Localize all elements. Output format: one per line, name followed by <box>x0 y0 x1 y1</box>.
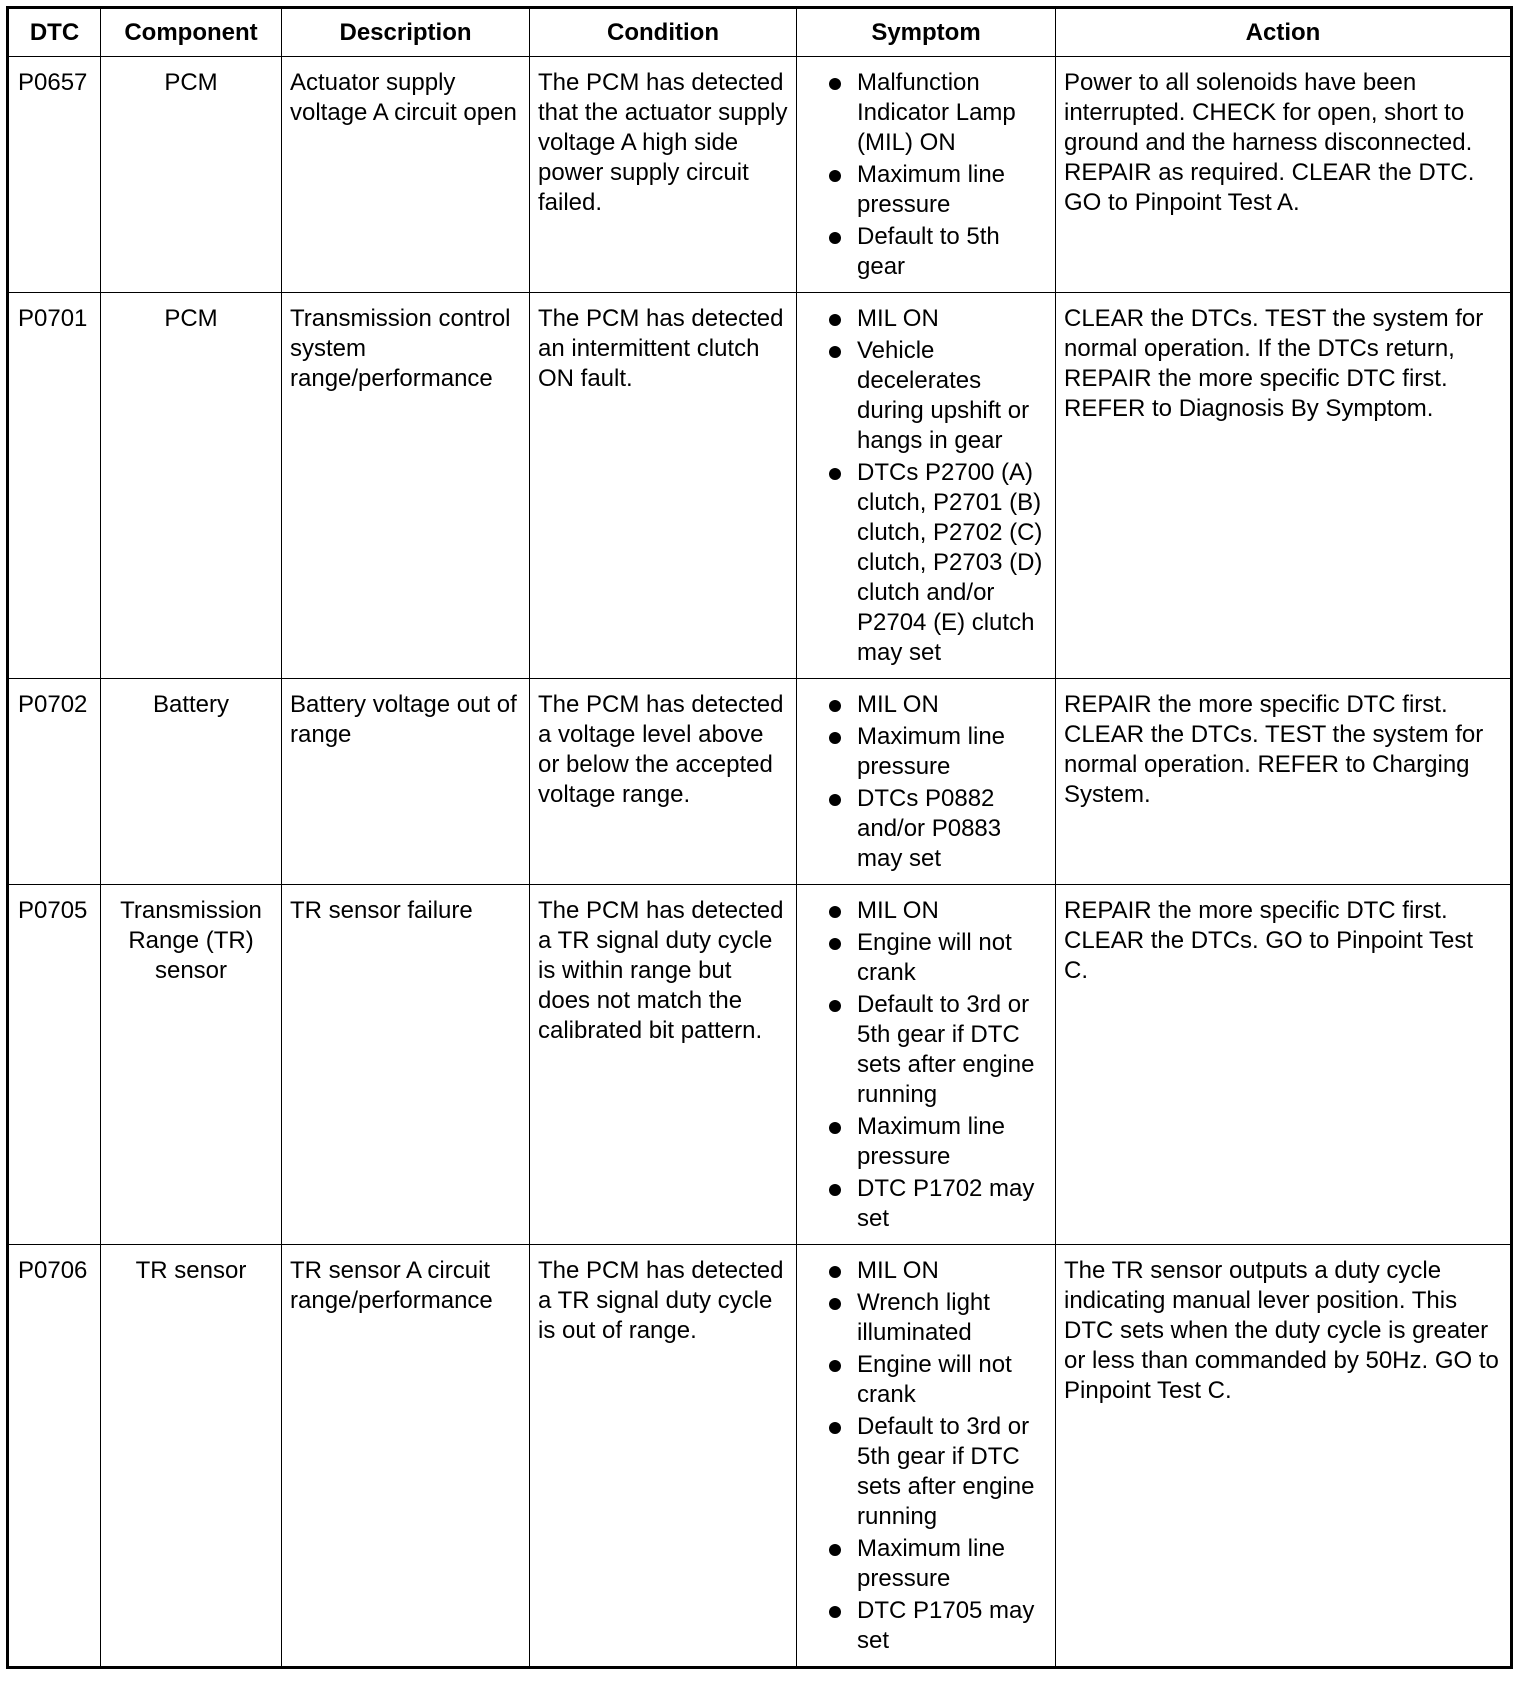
symptom-list <box>805 690 1047 874</box>
action-cell: Power to all solenoids have been interrupted. CHECK for open, short to ground and the harness disconnected. REPAIR as required. CLEAR the DTC. GO to Pinpoint Test A. <box>1056 57 1512 293</box>
table-row <box>8 885 1512 1245</box>
symptom-text: Maximum line pressure <box>857 723 1006 780</box>
symptom-text: MIL ON <box>857 897 939 924</box>
symptom-item <box>805 784 1047 874</box>
symptom-item <box>805 722 1047 782</box>
bullet-icon <box>829 732 841 744</box>
dtc-code-cell: P0657 <box>8 57 101 293</box>
component-cell: PCM <box>101 57 282 293</box>
symptom-text: MIL ON <box>857 691 939 718</box>
table-row <box>8 679 1512 885</box>
description-cell: Actuator supply voltage A circuit open <box>282 57 530 293</box>
bullet-icon <box>829 468 841 480</box>
table-row <box>8 293 1512 679</box>
symptom-cell <box>797 679 1056 885</box>
symptom-item <box>805 928 1047 988</box>
bullet-icon <box>829 1122 841 1134</box>
symptom-item <box>805 990 1047 1110</box>
symptom-cell <box>797 885 1056 1245</box>
bullet-icon <box>829 906 841 918</box>
header-action: Action <box>1056 8 1512 57</box>
symptom-text: Default to 3rd or 5th gear if DTC sets after engine running <box>857 991 1035 1108</box>
header-dtc: DTC <box>8 8 101 57</box>
symptom-item <box>805 1350 1047 1410</box>
description-cell: Transmission control system range/performance <box>282 293 530 679</box>
component-cell: PCM <box>101 293 282 679</box>
condition-cell: The PCM has detected that the actuator supply voltage A high side power supply circuit failed. <box>530 57 797 293</box>
bullet-icon <box>829 78 841 90</box>
table-row <box>8 57 1512 293</box>
symptom-item <box>805 160 1047 220</box>
symptom-text: Default to 3rd or 5th gear if DTC sets after engine running <box>857 1413 1035 1530</box>
table-row <box>8 1245 1512 1668</box>
symptom-list <box>805 304 1047 668</box>
bullet-icon <box>829 794 841 806</box>
bullet-icon <box>829 314 841 326</box>
header-condition: Condition <box>530 8 797 57</box>
dtc-code-cell: P0705 <box>8 885 101 1245</box>
symptom-text: Maximum line pressure <box>857 161 1006 218</box>
symptom-text: Maximum line pressure <box>857 1535 1006 1592</box>
symptom-item <box>805 1256 1047 1286</box>
bullet-icon <box>829 232 841 244</box>
symptom-text: Vehicle decelerates during upshift or hangs in gear <box>857 337 1030 454</box>
bullet-icon <box>829 700 841 712</box>
symptom-item <box>805 304 1047 334</box>
symptom-text: MIL ON <box>857 305 939 332</box>
bullet-icon <box>829 1266 841 1278</box>
symptom-item <box>805 1412 1047 1532</box>
symptom-cell <box>797 1245 1056 1668</box>
symptom-item <box>805 336 1047 456</box>
symptom-item <box>805 896 1047 926</box>
dtc-code-cell: P0706 <box>8 1245 101 1668</box>
action-cell: The TR sensor outputs a duty cycle indicating manual lever position. This DTC sets when the duty cycle is greater or less than commanded by 50Hz. GO to Pinpoint Test C. <box>1056 1245 1512 1668</box>
symptom-text: Malfunction Indicator Lamp (MIL) ON <box>857 69 1016 156</box>
component-cell: Battery <box>101 679 282 885</box>
description-cell: TR sensor A circuit range/performance <box>282 1245 530 1668</box>
description-cell: Battery voltage out of range <box>282 679 530 885</box>
bullet-icon <box>829 1360 841 1372</box>
table-body <box>8 57 1512 1668</box>
symptom-text: DTCs P0882 and/or P0883 may set <box>857 785 1002 872</box>
bullet-icon <box>829 1544 841 1556</box>
symptom-item <box>805 1112 1047 1172</box>
symptom-text: Default to 5th gear <box>857 223 1000 280</box>
bullet-icon <box>829 1184 841 1196</box>
symptom-list <box>805 68 1047 282</box>
bullet-icon <box>829 1606 841 1618</box>
symptom-text: Wrench light illuminated <box>857 1289 990 1346</box>
action-cell: REPAIR the more specific DTC first. CLEAR the DTCs. TEST the system for normal operation. REFER to Charging System. <box>1056 679 1512 885</box>
table-header-row <box>8 8 1512 57</box>
bullet-icon <box>829 938 841 950</box>
action-cell: REPAIR the more specific DTC first. CLEAR the DTCs. GO to Pinpoint Test C. <box>1056 885 1512 1245</box>
condition-cell: The PCM has detected an intermittent clutch ON fault. <box>530 293 797 679</box>
symptom-text: DTC P1702 may set <box>857 1175 1035 1232</box>
dtc-code-cell: P0701 <box>8 293 101 679</box>
symptom-list <box>805 896 1047 1234</box>
condition-cell: The PCM has detected a TR signal duty cycle is out of range. <box>530 1245 797 1668</box>
header-description: Description <box>282 8 530 57</box>
bullet-icon <box>829 1422 841 1434</box>
symptom-item <box>805 458 1047 668</box>
dtc-code-cell: P0702 <box>8 679 101 885</box>
description-cell: TR sensor failure <box>282 885 530 1245</box>
symptom-text: DTC P1705 may set <box>857 1597 1035 1654</box>
bullet-icon <box>829 170 841 182</box>
condition-cell: The PCM has detected a voltage level above or below the accepted voltage range. <box>530 679 797 885</box>
component-cell: Transmission Range (TR) sensor <box>101 885 282 1245</box>
symptom-cell <box>797 293 1056 679</box>
action-cell: CLEAR the DTCs. TEST the system for normal operation. If the DTCs return, REPAIR the more specific DTC first. REFER to Diagnosis By Symptom. <box>1056 293 1512 679</box>
symptom-item <box>805 1596 1047 1656</box>
bullet-icon <box>829 1000 841 1012</box>
symptom-text: Maximum line pressure <box>857 1113 1006 1170</box>
header-component: Component <box>101 8 282 57</box>
header-symptom: Symptom <box>797 8 1056 57</box>
symptom-item <box>805 690 1047 720</box>
symptom-text: DTCs P2700 (A) clutch, P2701 (B) clutch, P2702 (C) clutch, P2703 (D) clutch and/or P2704 (E) clutch may set <box>857 459 1043 666</box>
bullet-icon <box>829 346 841 358</box>
symptom-item <box>805 1288 1047 1348</box>
symptom-list <box>805 1256 1047 1656</box>
component-cell: TR sensor <box>101 1245 282 1668</box>
symptom-item <box>805 1174 1047 1234</box>
symptom-text: Engine will not crank <box>857 1351 1012 1408</box>
symptom-item <box>805 68 1047 158</box>
symptom-item <box>805 1534 1047 1594</box>
dtc-table <box>6 6 1513 1669</box>
symptom-cell <box>797 57 1056 293</box>
symptom-text: MIL ON <box>857 1257 939 1284</box>
condition-cell: The PCM has detected a TR signal duty cycle is within range but does not match the calibrated bit pattern. <box>530 885 797 1245</box>
symptom-text: Engine will not crank <box>857 929 1012 986</box>
bullet-icon <box>829 1298 841 1310</box>
symptom-item <box>805 222 1047 282</box>
